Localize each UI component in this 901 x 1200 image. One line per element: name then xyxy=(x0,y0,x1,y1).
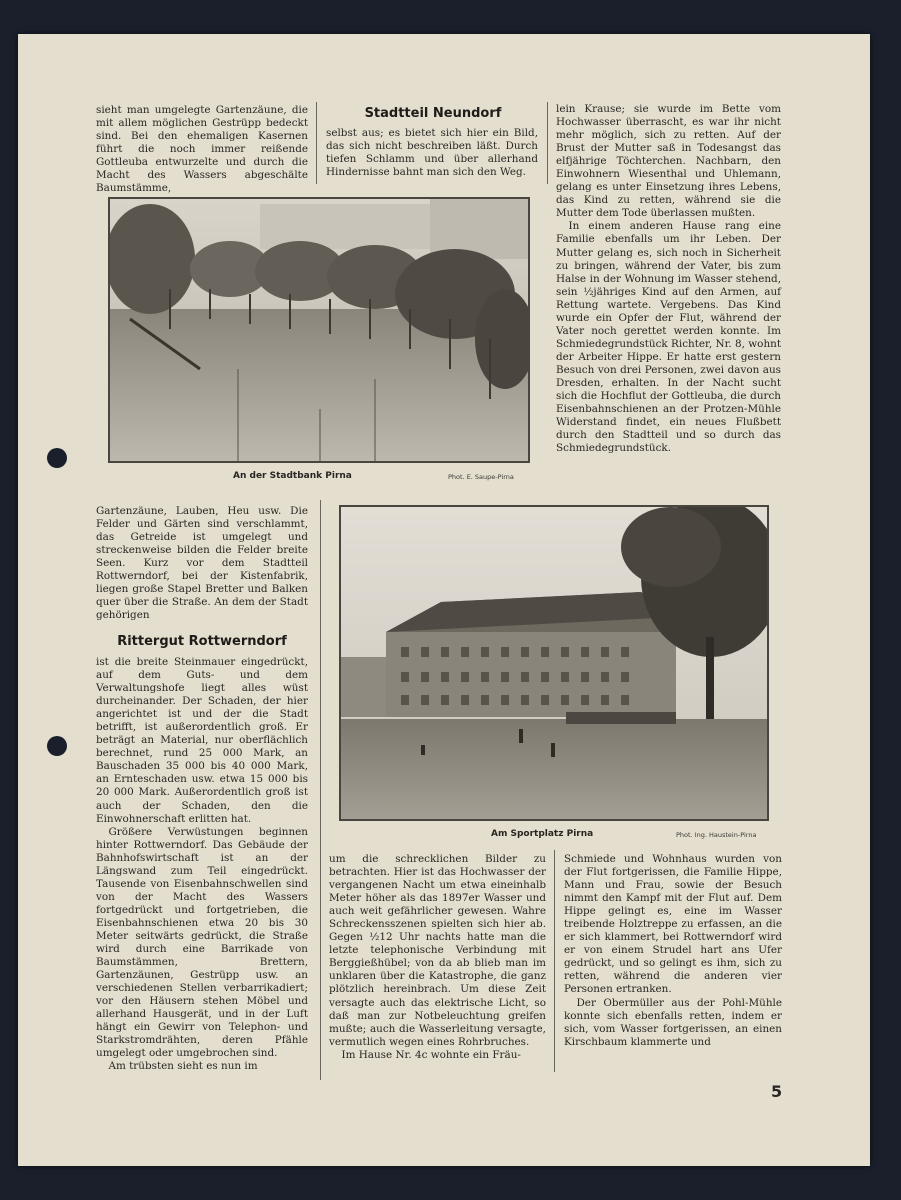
photo-sportplatz xyxy=(339,505,769,821)
paragraph: Im Hause Nr. 4c wohnte ein Fräu- xyxy=(341,1048,521,1061)
text-column-top-middle xyxy=(326,127,538,179)
paragraph: Größere Verwüstungen beginnen hinter Rottwerndorf. Das Gebäude der Bahnhofswirtschaft ist an der Längswand zum Teil eingedrückt. Tausende von Eisenbahnschwellen sind von der Macht des Wassers fortgedrückt und fortgetrieben, die Eisenbahnschienen etwa 20 bis 30 Meter seitwärts gedrückt, die Straße wird durch eine Barrikade von Baumstämmen, Brettern, Gartenzäunen, Gestrüpp usw. an verschiedenen Stellen verbarrikadiert; vor den Häusern stehen Möbel und allerhand Hausgerät, und in der Luft hängt ein Gewirr von Telephon- und Starkstromdrähten, deren Pfähle umgelegt oder umgebrochen sind. xyxy=(96,825,308,1060)
text-column-right-upper xyxy=(556,103,781,455)
paragraph: In einem anderen Hause rang eine Familie ebenfalls um ihr Leben. Der Mutter gelang es, sich noch in Sicherheit zu bringen, während der Vater, bis zum Halse in der Wohnung im Wasser stehend, sein ½jähriges Kind auf den Armen, auf Rettung wartete. Vergebens. Das Kind wurde ein Opfer der Flut, während der Vater noch gerettet werden konnte. Im Schmiedegrundstück Richter, Nr. 8, wohnt der Arbeiter Hippe. Er hatte erst gestern Besuch von drei Personen, zwei davon aus Dresden, erhalten. In der Nacht sucht sich die Hochflut der Gottleuba, die durch Eisenbahnschienen an der Protzen-Mühle Widerstand findet, ein neues Flußbett durch den Stadtteil und so durch das Schmiedegrundstück. xyxy=(556,220,781,455)
text-column-bottom-middle xyxy=(329,853,546,1062)
paragraph: Schmiede und Wohnhaus wurden von der Flut fortgerissen, die Familie Hippe, Mann und Frau, sowie der Besuch nimmt den Kampf mit der Flut auf. Dem Hippe gelingt es, eine im Wasser treibende Holztreppe zu erfassen, an die er sich klammert, bei Rottwerndorf wird er von einem Strudel hart ans Ufer gedrückt, und so gelingt es ihm, sich zu retten, während die anderen vier Personen ertranken. xyxy=(564,853,782,996)
paragraph: ist die breite Steinmauer eingedrückt, auf dem Guts- und dem Verwaltungshofe liegt alles wüst durcheinander. Der Schaden, der hier angerichtet ist und der die Stadt betrifft, ist außerordentlich groß. Er beträgt an Material, nur oberflächlich berechnet, rund 25 000 Mark, an Bauschaden 35 000 bis 40 000 Mark, an Ernteschaden usw. etwa 15 000 bis 20 000 Mark. Außerordentlich groß ist auch der Schaden, den die Einwohnerschaft erlitten hat. xyxy=(96,656,308,825)
paragraph: Der Obermüller aus der Pohl-Mühle konnte sich ebenfalls retten, indem er sich, vom Wasser fortgerissen, an einen Kirschbaum klammerte und xyxy=(564,996,782,1048)
column-divider xyxy=(316,102,317,184)
credit-sportplatz: Phot. Ing. Haustein-Pirna xyxy=(676,831,757,839)
paragraph: um die schrecklichen Bilder zu betrachten. Hier ist das Hochwasser der vergangenen Nacht um etwa eineinhalb Meter höher als das 1897er Wasser und auch weit gefährlicher gewesen. Wahre Schreckensszenen spielten sich hier ab. Gegen ½12 Uhr nachts hatte man die letzte telephonische Verbindung mit Berggießhübel; von da ab blieb man im unklaren über die Katastrophe, die ganz plötzlich hereinbrach. Um diese Zeit versagte auch das elektrische Licht, so daß man zur Notbeleuchtung greifen mußte; auch die Wasserleitung versagte, vermutlich wegen eines Rohrbruches. xyxy=(329,853,546,1048)
column-divider xyxy=(320,500,321,1080)
paragraph: selbst aus; es bietet sich hier ein Bild, das sich nicht beschreiben läßt. Durch tiefen Schlamm und über allerhand Hindernisse bahnt man sich den Weg. xyxy=(326,127,538,179)
column-divider xyxy=(554,850,555,1072)
punch-hole-top xyxy=(47,448,67,468)
text-column-top-left xyxy=(96,104,308,195)
caption-sportplatz: Am Sportplatz Pirna xyxy=(491,829,594,839)
credit-stadtbank: Phot. E. Saupe-Pirna xyxy=(448,473,514,481)
paragraph: Am trübsten sieht es nun im xyxy=(108,1060,258,1073)
paragraph: lein Krause; sie wurde im Bette vom Hochwasser überrascht, es war ihr nicht mehr möglich, sich zu retten. Auf der Brust der Mutter saß in Todesangst das elfjährige Töchterchen. Nachbarn, den Einwohnern Wiesenthal und Uhlemann, gelang es unter Einsetzung ihres Lebens, das Kind zu retten, während sie die Mutter dem Tode überlassen mußten. xyxy=(556,103,781,220)
flooded-avenue-image xyxy=(110,199,528,461)
page-number: 5 xyxy=(771,1082,783,1101)
punch-hole-bottom xyxy=(47,736,67,756)
photo-stadtbank xyxy=(108,197,530,463)
column-divider xyxy=(547,102,548,184)
paragraph: sieht man umgelegte Gartenzäune, die mit allem möglichen Gestrüpp bedeckt sind. Bei den ehemaligen Kasernen führt die noch immer reißende Gottleuba entwurzelte und durch die Macht des Wassers abgeschälte Baumstämme, xyxy=(96,104,308,195)
paragraph: Gartenzäune, Lauben, Heu usw. Die Felder und Gärten sind verschlammt, das Getreide ist umgelegt und streckenweise bilden die Felder breite Seen. Kurz vor dem Stadtteil Rottwerndorf, bei der Kistenfabrik, liegen große Stapel Bretter und Balken quer über die Straße. An dem der Stadt gehörigen xyxy=(96,505,308,622)
caption-stadtbank: An der Stadtbank Pirna xyxy=(233,471,352,481)
text-column-left-middle xyxy=(96,505,308,622)
flooded-building-image xyxy=(341,507,767,819)
heading-rottwerndorf: Rittergut Rottwerndorf xyxy=(117,634,287,649)
heading-neundorf: Stadtteil Neundorf xyxy=(364,106,502,121)
text-column-bottom-right xyxy=(564,853,782,1049)
newspaper-page xyxy=(18,34,870,1166)
text-column-left-lower xyxy=(96,656,308,1074)
